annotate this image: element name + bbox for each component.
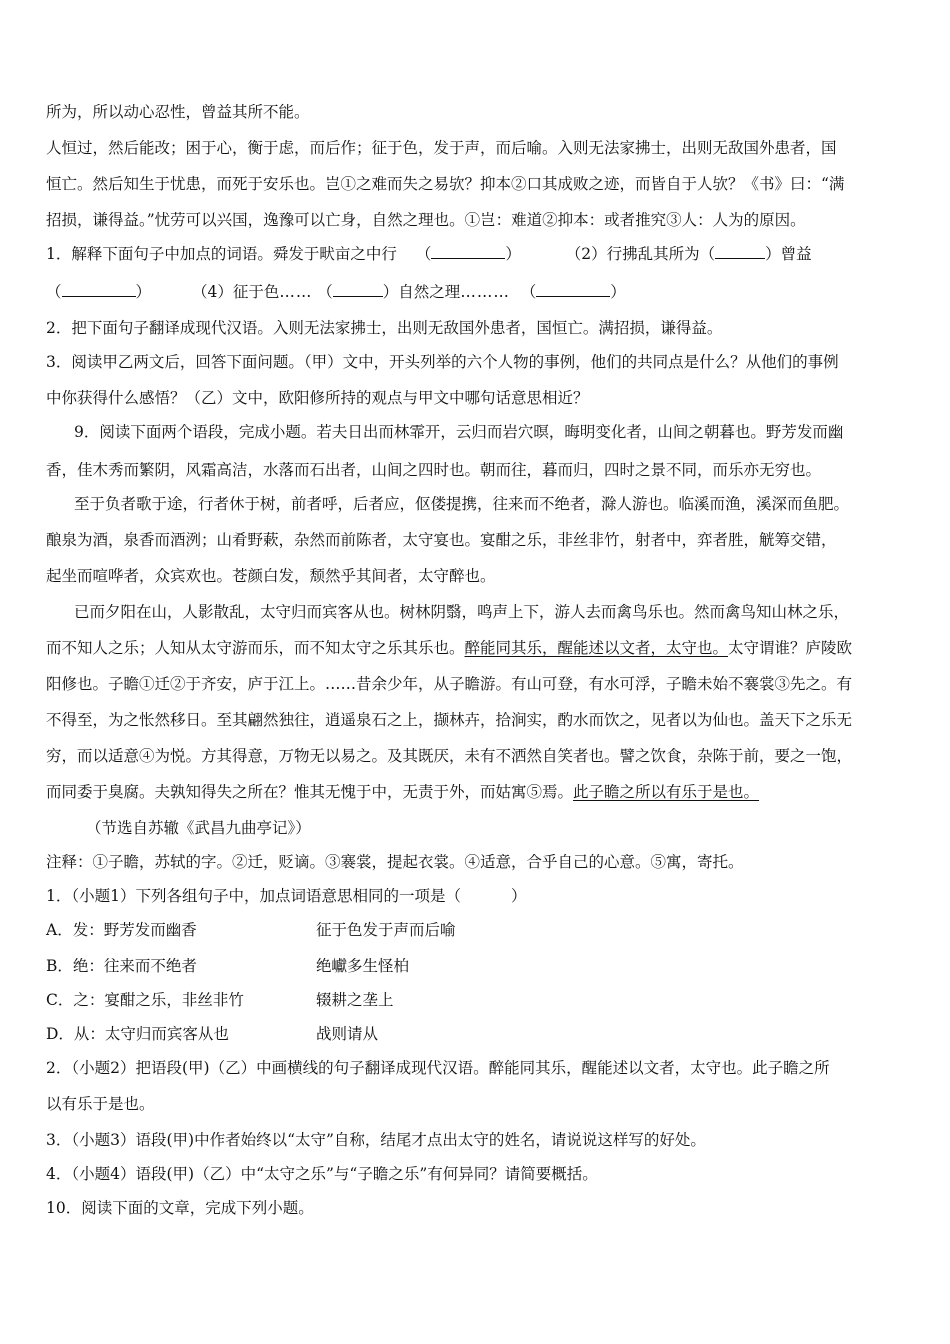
option-d: D．从：太守归而宾客从也 战则请从	[46, 1025, 379, 1043]
passage-line: 而同委于臭腐。夫孰知得失之所在？惟其无愧于中，无责于外，而姑寓⑤焉。此子瞻之所以有乐于是也。	[46, 783, 760, 801]
underlined-sentence: 此子瞻之所以有乐于是也。	[573, 783, 760, 801]
answer-blank[interactable]	[62, 282, 136, 297]
text-line: 招损，谦得益。”忧劳可以兴国，逸豫可以亡身，自然之理也。①岂：难道②抑本：或者推究③人：人为的原因。	[46, 211, 806, 229]
passage-line: 9．阅读下面两个语段，完成小题。若夫日出而林霏开，云归而岩穴暝，晦明变化者，山间之朝暮也。野芳发而幽	[74, 423, 844, 441]
passage-line: 至于负者歌于途，行者休于树，前者呼，后者应，伛偻提携，往来而不绝者，滁人游也。临溪而渔，溪深而鱼肥。	[74, 495, 850, 513]
text-line: 所为，所以动心忍性，曾益其所不能。	[46, 103, 310, 121]
text-line: 恒亡。然后知生于忧患，而死于安乐也。岂①之难而失之易欤？抑本②口其成败之迹，而皆自于人欤？《书》曰：“满	[46, 175, 845, 193]
answer-blank[interactable]	[536, 282, 610, 297]
question-1-line-2: （ ） （4）征于色…… （ ）自然之理……… （ ）	[46, 283, 626, 301]
question-3-line: 中你获得什么感悟？（乙）文中，欧阳修所持的观点与甲文中哪句话意思相近？	[46, 389, 589, 407]
answer-blank[interactable]	[715, 244, 765, 259]
answer-blank[interactable]	[333, 282, 383, 297]
passage-line: 酿泉为酒，泉香而酒洌；山肴野蔌，杂然而前陈者，太守宴也。宴酣之乐，非丝非竹，射者中，弈者胜，觥筹交错，	[46, 531, 837, 549]
question-2: 2．把下面句子翻译成现代汉语。入则无法家拂士，出则无敌国外患者，国恒亡。满招损，谦得益。	[46, 319, 723, 337]
passage-line: 而不知人之乐；人知从太守游而乐，而不知太守之乐其乐也。醉能同其乐，醒能述以文者，太守也。太守谓谁？庐陵欧	[46, 639, 853, 657]
option-b: B．绝：往来而不绝者 绝巘多生怪柏	[46, 957, 410, 975]
sub-question-2: 2．（小题2）把语段(甲)（乙）中画横线的句子翻译成现代汉语。醉能同其乐，醒能述以文者，太守也。此子瞻之所	[46, 1059, 830, 1077]
passage-line: 不得至，为之怅然移日。至其翩然独往，逍遥泉石之上，撷林卉，拾涧实，酌水而饮之，见者以为仙也。盖天下之乐无	[46, 711, 853, 729]
passage-line: 起坐而喧哗者，众宾欢也。苍颜白发，颓然乎其间者，太守醉也。	[46, 567, 496, 585]
sub-question-3: 3．（小题3）语段(甲)中作者始终以“太守”自称，结尾才点出太守的姓名，请说说这样写的好处。	[46, 1131, 706, 1149]
annotation-note: 注释：①子瞻，苏轼的字。②迁，贬谪。③褰裳，提起衣裳。④适意，合乎自己的心意。⑤寓，寄托。	[46, 853, 744, 871]
passage-line: 已而夕阳在山，人影散乱，太守归而宾客从也。树林阴翳，鸣声上下，游人去而禽鸟乐也。然而禽鸟知山林之乐，	[74, 603, 850, 621]
answer-blank[interactable]	[431, 244, 505, 259]
underlined-sentence: 醉能同其乐，醒能述以文者，太守也。	[464, 639, 729, 657]
sub-question-4: 4．（小题4）语段(甲)（乙）中“太守之乐”与“子瞻之乐”有何异同？请简要概括。	[46, 1165, 598, 1183]
passage-line: 阳修也。子瞻①迁②于齐安，庐于江上。……昔余少年，从子瞻游。有山可登，有水可浮，子瞻未始不褰裳③先之。有	[46, 675, 853, 693]
sub-question-2-cont: 以有乐于是也。	[46, 1095, 155, 1113]
question-3-line: 3．阅读甲乙两文后，回答下面问题。（甲）文中，开头列举的六个人物的事例，他们的共同点是什么？从他们的事例	[46, 353, 839, 371]
text-line: 人恒过，然后能改；困于心，衡于虑，而后作；征于色，发于声，而后喻。入则无法家拂士，出则无敌国外患者，国	[46, 139, 837, 157]
option-a: A．发：野芳发而幽香 征于色发于声而后喻	[46, 921, 456, 939]
source-citation: （节选自苏辙《武昌九曲亭记》）	[86, 819, 311, 837]
option-c: C．之：宴酣之乐，非丝非竹 辍耕之垄上	[46, 991, 394, 1009]
passage-line: 穷，而以适意④为悦。方其得意，万物无以易之。及其既厌，未有不洒然自笑者也。譬之饮食，杂陈于前，要之一饱，	[46, 747, 853, 765]
passage-line: 香，佳木秀而繁阴，风霜高洁，水落而石出者，山间之四时也。朝而往，暮而归，四时之景不同，而乐亦无穷也。	[46, 461, 822, 479]
sub-question-1: 1．（小题1）下列各组句子中，加点词语意思相同的一项是（ ）	[46, 887, 527, 905]
question-10: 10．阅读下面的文章，完成下列小题。	[46, 1199, 314, 1217]
question-1-line-1: 1．解释下面句子中加点的词语。舜发于畎亩之中行 （ ） （2）行拂乱其所为（ ）曾益	[46, 245, 812, 263]
